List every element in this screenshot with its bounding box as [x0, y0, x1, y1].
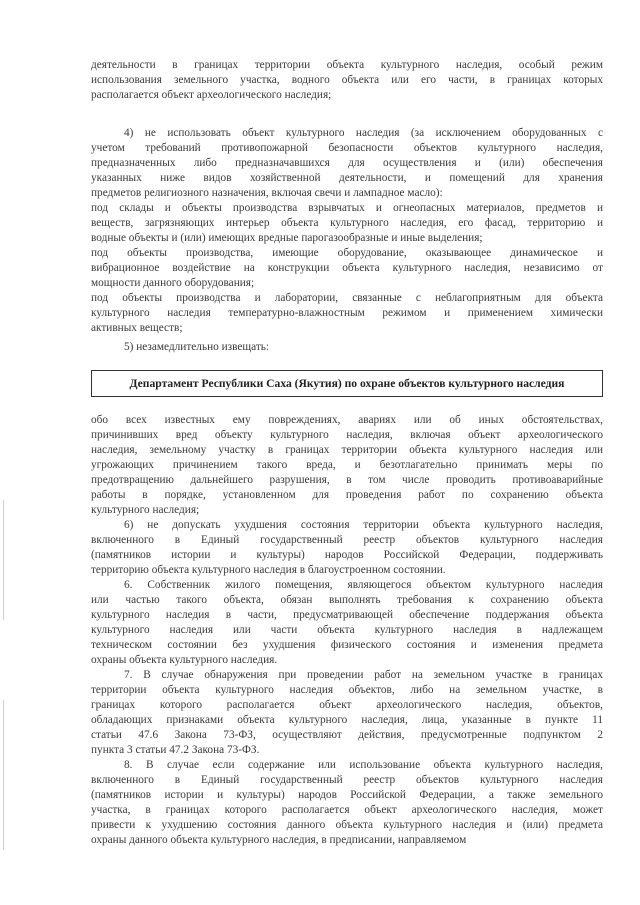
- text-line: границах которого располагается объект археологического наследия, объектов,: [91, 699, 603, 711]
- text-line: 6) не допускать ухудшения состояния территории объекта культурного наследия,: [124, 519, 603, 531]
- text-line: включенного в Единый государственный реестр объектов культурного наследия: [91, 534, 603, 546]
- text-line: 4) не использовать объект культурного наследия (за исключением оборудованных с: [124, 127, 603, 139]
- text-line: 5) незамедлительно извещать:: [124, 341, 270, 353]
- text-line: культурного наследия или части объекта культурного наследия в надлежащем: [91, 624, 603, 636]
- text-line: (памятников истории и культуры) народов Российской Федерации, а также земельного: [91, 789, 603, 801]
- text-line: обо всех известных ему повреждениях, авариях или об иных обстоятельствах,: [91, 414, 603, 426]
- text-line: участка, в границах которого располагается объект археологического наследия, может: [91, 804, 603, 816]
- text-line: или частью такого объекта, обязан выполнять требования к сохранению объекта: [91, 594, 603, 606]
- text-line: водные объекты и (или) имеющих вредные парогазообразные и иные выделения;: [91, 232, 483, 244]
- text-line: пункта 3 статьи 47.2 Закона 73-ФЗ.: [91, 744, 260, 756]
- text-line: угрожающих причинением такого вреда, и безотлагательно принимать меры по: [91, 459, 603, 471]
- text-line: предотвращению дальнейшего разрушения, в том числе проводить противоаварийные: [91, 474, 603, 486]
- text-line: предназначенных либо предназначавшихся для осуществления и (или) обеспечения: [91, 157, 603, 169]
- text-line: располагается объект археологического наследия;: [91, 89, 332, 101]
- text-line: (памятников истории и культуры) народов Российской Федерации, поддерживать: [91, 549, 603, 561]
- text-line: культурного наследия температурно-влажностным режимом и применением химически: [91, 307, 603, 319]
- text-line: веществ, загрязняющих интерьер объекта культурного наследия, его фасад, территорию и: [91, 217, 603, 229]
- recipient-name: Департамент Республики Саха (Якутия) по охране объектов культурного наследия: [129, 377, 565, 390]
- scan-edge-mark: [3, 700, 4, 850]
- text-line: 6. Собственник жилого помещения, являющегося объектом культурного наследия: [124, 579, 603, 591]
- text-line: учетом требований противопожарной безопасности объектов культурного наследия,: [91, 142, 603, 154]
- text-line: привести к ухудшению состояния данного объекта культурного наследия и (или) предмета: [91, 819, 603, 831]
- text-line: под объекты производства, имеющие оборудование, оказывающее динамическое и: [91, 247, 603, 259]
- text-line: работы в порядке, установленном для проведения работ по сохранению объекта: [91, 489, 603, 501]
- text-line: охраны данного объекта культурного наследия, в предписании, направляемом: [91, 834, 467, 846]
- scan-edge-mark: [3, 500, 4, 620]
- text-line: активных веществ;: [91, 322, 183, 334]
- text-line: территорию объекта культурного наследия в благоустроенном состоянии.: [91, 564, 446, 576]
- text-line: техническом состоянии без ухудшения физического состояния и изменения предмета: [91, 639, 603, 651]
- text-line: использования земельного участка, водного объекта или его части, в границах которых: [91, 74, 603, 86]
- text-line: 7. В случае обнаружения при проведении работ на земельном участке в границах: [124, 669, 603, 681]
- text-line: территории объекта культурного наследия объектов, либо на земельном участке, в: [91, 684, 603, 696]
- text-line: обладающих признаками объекта культурного наследия, лица, указанные в пункте 11: [91, 714, 603, 726]
- text-line: охраны объекта культурного наследия.: [91, 654, 278, 666]
- text-line: 8. В случае если содержание или использование объекта культурного наследия,: [124, 759, 603, 771]
- text-line: деятельности в границах территории объекта культурного наследия, особый режим: [91, 59, 603, 71]
- text-line: предметов религиозного назначения, включая свечи и лампадное масло):: [91, 187, 443, 199]
- text-line: причинивших вред объекту культурного наследия, включая объект археологического: [91, 429, 603, 441]
- text-line: культурного наследия;: [91, 504, 200, 516]
- text-line: наследия, земельному участку в границах территории объекта культурного наследия или: [91, 444, 603, 456]
- text-line: указанных ниже видов хозяйственной деятельности, и помещений для хранения: [91, 172, 603, 184]
- text-line: мощности данного оборудования;: [91, 277, 255, 289]
- text-line: статьи 47.6 Закона 73-ФЗ, осуществляют действия, предусмотренные подпунктом 2: [91, 729, 603, 741]
- text-line: под склады и объекты производства взрывчатых и огнеопасных материалов, предметов и: [91, 202, 603, 214]
- text-line: вибрационное воздействие на конструкции объекта культурного наследия, независимо от: [91, 262, 603, 274]
- text-line: культурного наследия в части, предусматривающей обеспечение поддержания объекта: [91, 609, 603, 621]
- recipient-box: [91, 370, 603, 397]
- text-line: включенного в Единый государственный реестр объектов культурного наследия: [91, 774, 603, 786]
- text-line: под объекты производства и лаборатории, связанные с неблагоприятным для объекта: [91, 292, 603, 304]
